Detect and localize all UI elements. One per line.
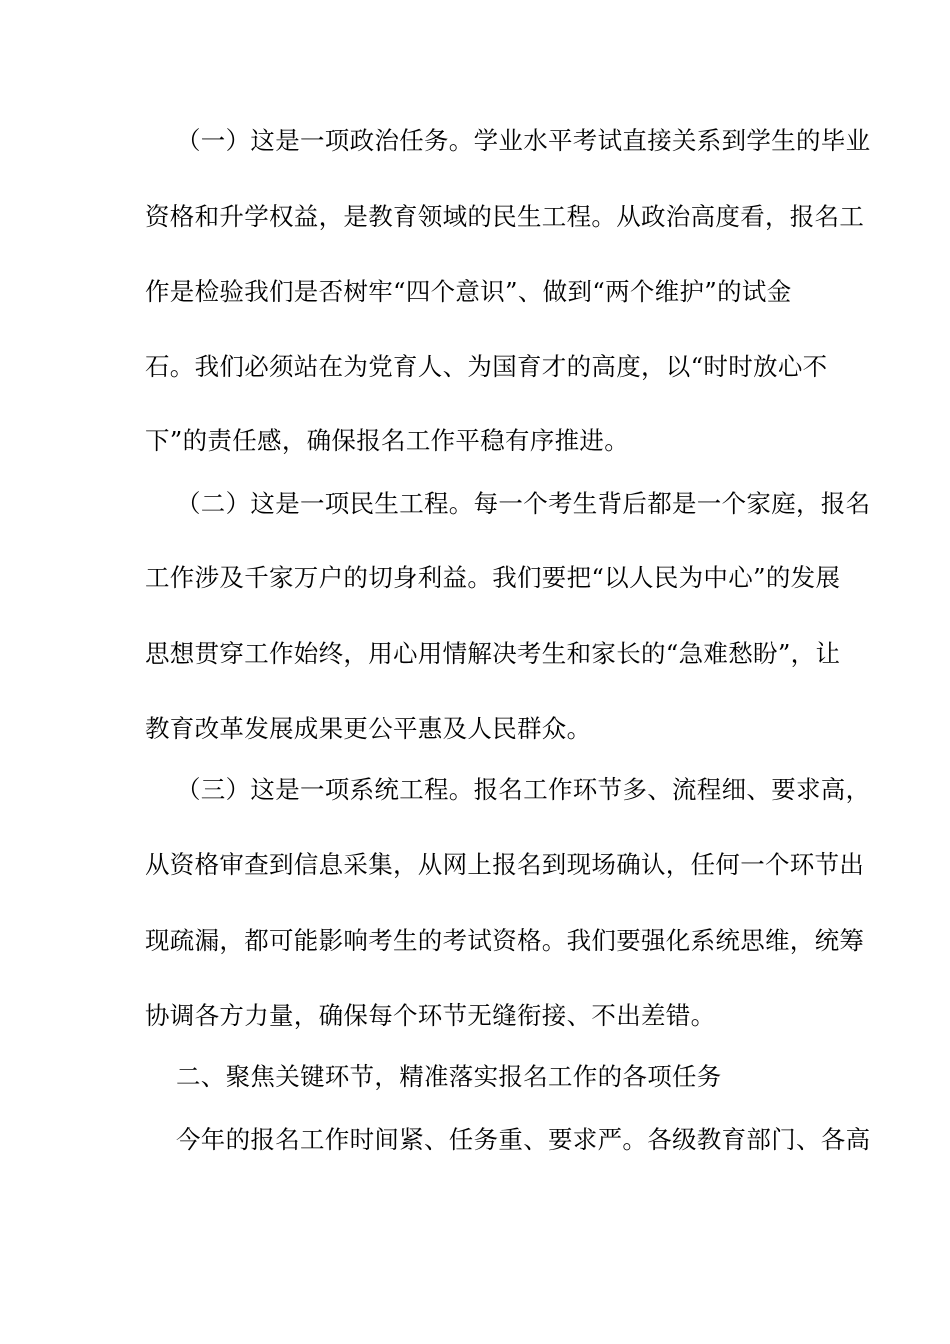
paragraph-1-line-2: 资格和升学权益，是教育领域的民生工程。从政治高度看，报名工 <box>145 202 865 231</box>
paragraph-2-line-2: 工作涉及千家万户的切身利益。我们要把“以人民为中心”的发展 <box>145 563 841 592</box>
paragraph-1-line-4: 石。我们必须站在为党育人、为国育才的高度，以“时时放心不 <box>145 352 828 381</box>
paragraph-2-line-3: 思想贯穿工作始终，用心用情解决考生和家长的“急难愁盼”，让 <box>145 639 841 668</box>
paragraph-3-line-2: 从资格审查到信息采集，从网上报名到现场确认，任何一个环节出 <box>145 850 865 879</box>
paragraph-2-line-4: 教育改革发展成果更公平惠及人民群众。 <box>145 714 592 743</box>
section-heading: 二、聚焦关键环节，精准落实报名工作的各项任务 <box>176 1062 722 1091</box>
paragraph-3-line-1: （三）这是一项系统工程。报名工作环节多、流程细、要求高， <box>176 775 871 804</box>
paragraph-3-line-4: 协调各方力量，确保每个环节无缝衔接、不出差错。 <box>145 1001 716 1030</box>
paragraph-3-line-3: 现疏漏，都可能影响考生的考试资格。我们要强化系统思维，统筹 <box>145 926 865 955</box>
paragraph-2-line-1: （二）这是一项民生工程。每一个考生背后都是一个家庭，报名 <box>176 489 871 518</box>
paragraph-1-line-3: 作是检验我们是否树牢“四个意识”、做到“两个维护”的试金 <box>145 277 792 306</box>
paragraph-1-line-5: 下”的责任感，确保报名工作平稳有序推进。 <box>145 426 630 455</box>
paragraph-4-line-1: 今年的报名工作时间紧、任务重、要求严。各级教育部门、各高 <box>176 1125 871 1154</box>
paragraph-1-line-1: （一）这是一项政治任务。学业水平考试直接关系到学生的毕业 <box>176 126 871 155</box>
